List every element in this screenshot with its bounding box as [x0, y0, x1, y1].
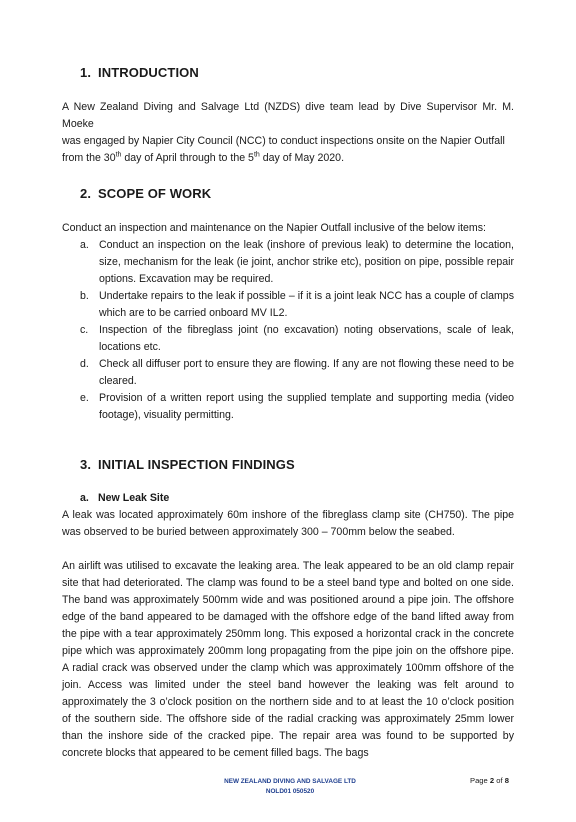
intro-line-3-a: from the 30 [62, 152, 116, 164]
list-item-text: Undertake repairs to the leak if possible – if it is a joint leak NCC has a couple of clamps which are to be carried onboard MV IL2. [99, 290, 514, 319]
list-marker: a. [80, 239, 89, 251]
intro-line-1: A New Zealand Diving and Salvage Ltd (NZDS) dive team lead by Dive Supervisor Mr. M. Moeke [62, 101, 514, 130]
list-item [80, 356, 514, 390]
list-marker: c. [80, 324, 89, 336]
page-current: 2 [489, 776, 495, 785]
new-leak-paragraph-2: An airlift was utilised to excavate the leaking area. The leak appeared to be an old clamp repair site that had deteriorated. The clamp was found to be a steel band type and bolted on one side. The band was approximately 500mm wide and was positioned around a pipe join. The offshore edge of the band appeared to be damaged with the offshore edge of the band lifted away from the pipe with a tear approximately 250mm long. This exposed a horizontal crack in the concrete pipe which was approximately 200mm long propagating from the pipe join on the offshore pipe. A radial crack was observed under the clamp which was approximately 100mm offshore of the join. Access was limited under the steel band however the leaking was felt around to approximately the 3 o’clock position on the northern side and to at least the 10 o’clock position of the southern side. The offshore side of the radial cracking was approximately 25mm lower than the inshore side of the cracked pipe. The repair area was found to be supported by concrete blocks that appeared to be cement filled bags. The bags [62, 560, 514, 759]
list-item-text: Check all diffuser port to ensure they are flowing. If any are not flowing these need to be cleared. [99, 358, 514, 387]
footer-company-name: NEW ZEALAND DIVING AND SALVAGE LTD [224, 778, 356, 785]
footer-company-block [190, 777, 390, 797]
list-item [80, 288, 514, 322]
section-title: INITIAL INSPECTION FINDINGS [98, 457, 295, 472]
subsection-title: New Leak Site [98, 492, 170, 504]
page-word: Page [470, 776, 488, 785]
intro-sup-th-1: th [115, 151, 122, 159]
intro-line-2: was engaged by Napier City Council (NCC) to conduct inspections onsite on the Napier Outfall [62, 135, 505, 147]
page-total: 8 [504, 776, 509, 785]
section-heading-initial-inspection-findings [80, 457, 295, 472]
scope-lead-paragraph: Conduct an inspection and maintenance on the Napier Outfall inclusive of the below items: [62, 222, 486, 234]
subsection-heading-new-leak-site [80, 492, 169, 504]
subsection-marker: a. [80, 492, 89, 504]
list-marker: b. [80, 290, 89, 302]
list-marker: d. [80, 358, 89, 370]
page-of: of [496, 776, 503, 785]
scope-items-list [80, 237, 514, 424]
list-item [80, 390, 514, 424]
intro-line-3-b: day of April through to the 5 [121, 152, 254, 164]
list-item [80, 237, 514, 288]
section-number: 2. [80, 186, 92, 201]
footer-page-number [470, 776, 509, 785]
list-item-text: Conduct an inspection on the leak (inshore of previous leak) to determine the location, size, mechanism for the leak (ie joint, anchor strike etc), position on pipe, possible repair options. Excavation may be required. [99, 239, 514, 285]
list-item-text: Provision of a written report using the supplied template and supporting media (video footage), visuality permitting. [99, 392, 514, 421]
intro-sup-th-2: th [253, 151, 260, 159]
section-heading-scope-of-work [80, 186, 211, 201]
intro-line-3-c: day of May 2020. [259, 152, 345, 164]
list-item-text: Inspection of the fibreglass joint (no excavation) noting observations, scale of leak, locations etc. [99, 324, 514, 353]
introduction-paragraph [62, 99, 514, 167]
list-item [80, 322, 514, 356]
section-number: 1. [80, 65, 92, 80]
section-title: SCOPE OF WORK [98, 186, 212, 201]
section-title: INTRODUCTION [98, 65, 199, 80]
list-marker: e. [80, 392, 89, 404]
footer-doc-ref: NOLD01 050520 [265, 788, 315, 795]
new-leak-paragraph-1: A leak was located approximately 60m inshore of the fibreglass clamp site (CH750). The pipe was observed to be buried between approximately 300 – 700mm below the seabed. [62, 509, 514, 538]
section-heading-introduction [80, 65, 199, 80]
section-number: 3. [80, 457, 92, 472]
